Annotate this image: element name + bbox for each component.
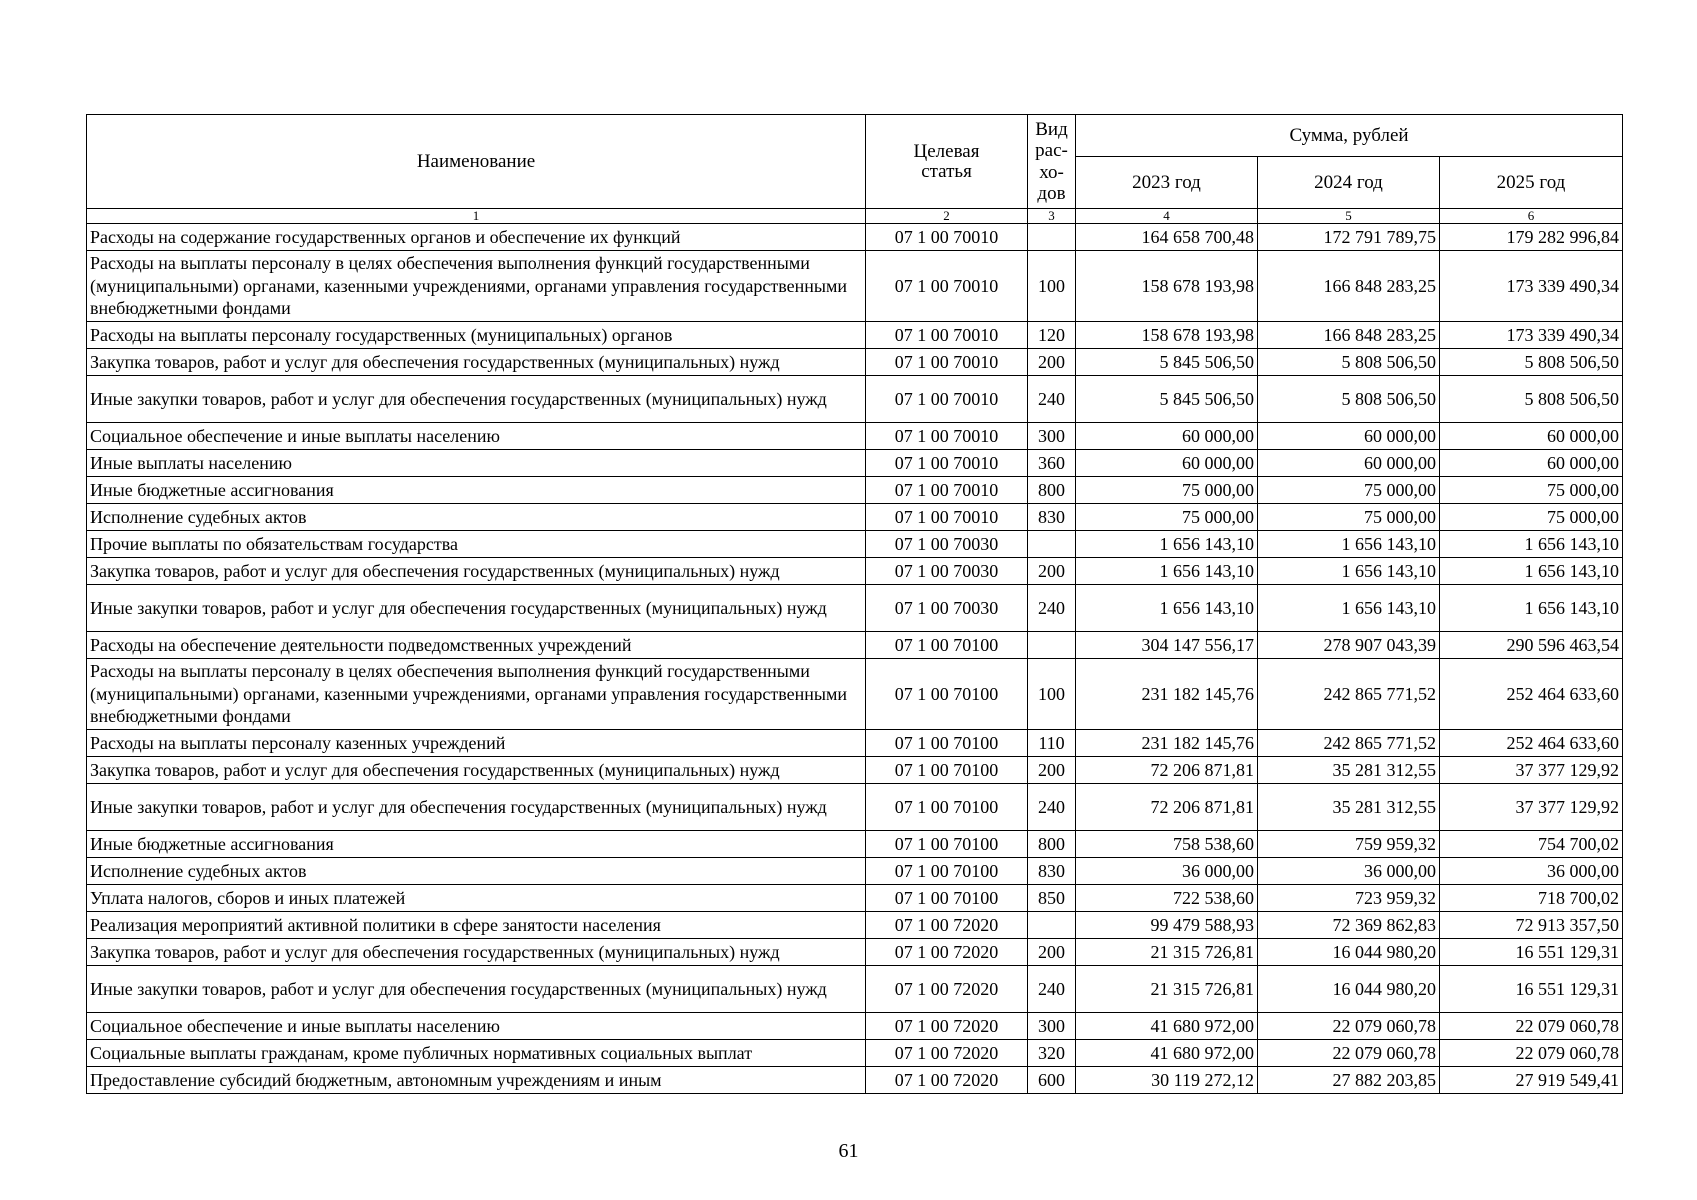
header-name: Наименование [87, 115, 866, 209]
row-target-code: 07 1 00 70100 [866, 885, 1028, 912]
row-expense-type: 830 [1028, 504, 1076, 531]
row-amount-2025: 16 551 129,31 [1440, 966, 1623, 1013]
row-name: Расходы на выплаты персоналу в целях обеспечения выполнения функций государственными (муниципальными) органами, казенными учреждениями, органами управления государственными внебюджетными фондами [87, 251, 866, 322]
column-number: 6 [1440, 209, 1623, 224]
column-number: 1 [87, 209, 866, 224]
header-vid-line: Вид [1035, 118, 1068, 140]
row-amount-2024: 1 656 143,10 [1258, 585, 1440, 632]
budget-sheet [86, 114, 1622, 1094]
row-amount-2024: 35 281 312,55 [1258, 757, 1440, 784]
row-amount-2025: 75 000,00 [1440, 477, 1623, 504]
row-amount-2023: 72 206 871,81 [1076, 757, 1258, 784]
row-target-code: 07 1 00 72020 [866, 939, 1028, 966]
row-amount-2025: 5 808 506,50 [1440, 349, 1623, 376]
row-expense-type: 300 [1028, 423, 1076, 450]
header-vid-line: хо- [1039, 161, 1064, 183]
row-amount-2024: 278 907 043,39 [1258, 632, 1440, 659]
header-vid-line: дов [1037, 183, 1066, 204]
row-amount-2024: 60 000,00 [1258, 450, 1440, 477]
row-name: Расходы на выплаты персоналу казенных учреждений [87, 730, 866, 757]
row-expense-type: 240 [1028, 376, 1076, 423]
row-amount-2023: 41 680 972,00 [1076, 1040, 1258, 1067]
table-row [87, 757, 1623, 784]
row-amount-2024: 1 656 143,10 [1258, 531, 1440, 558]
column-number: 5 [1258, 209, 1440, 224]
row-target-code: 07 1 00 72020 [866, 966, 1028, 1013]
table-row [87, 224, 1623, 251]
row-amount-2025: 37 377 129,92 [1440, 757, 1623, 784]
row-target-code: 07 1 00 70100 [866, 632, 1028, 659]
row-amount-2023: 158 678 193,98 [1076, 322, 1258, 349]
row-expense-type: 800 [1028, 477, 1076, 504]
row-expense-type: 850 [1028, 885, 1076, 912]
row-name: Иные выплаты населению [87, 450, 866, 477]
column-number: 3 [1028, 209, 1076, 224]
row-amount-2024: 75 000,00 [1258, 477, 1440, 504]
row-target-code: 07 1 00 70100 [866, 730, 1028, 757]
row-expense-type: 300 [1028, 1013, 1076, 1040]
header-year-2025: 2025 год [1440, 157, 1623, 209]
row-expense-type: 800 [1028, 831, 1076, 858]
row-amount-2024: 5 808 506,50 [1258, 349, 1440, 376]
row-target-code: 07 1 00 70010 [866, 349, 1028, 376]
row-amount-2023: 99 479 588,93 [1076, 912, 1258, 939]
header-vid-line: рас- [1035, 140, 1068, 161]
row-amount-2024: 166 848 283,25 [1258, 322, 1440, 349]
header-vid [1028, 115, 1076, 209]
row-expense-type: 100 [1028, 659, 1076, 730]
row-amount-2025: 60 000,00 [1440, 450, 1623, 477]
row-expense-type: 240 [1028, 784, 1076, 831]
row-name: Исполнение судебных актов [87, 504, 866, 531]
row-name: Иные бюджетные ассигнования [87, 831, 866, 858]
row-amount-2023: 5 845 506,50 [1076, 349, 1258, 376]
row-expense-type: 200 [1028, 558, 1076, 585]
row-target-code: 07 1 00 70010 [866, 376, 1028, 423]
row-amount-2023: 21 315 726,81 [1076, 939, 1258, 966]
table-row [87, 251, 1623, 322]
row-target-code: 07 1 00 70100 [866, 831, 1028, 858]
row-name: Иные бюджетные ассигнования [87, 477, 866, 504]
table-row [87, 504, 1623, 531]
row-expense-type [1028, 632, 1076, 659]
row-amount-2023: 758 538,60 [1076, 831, 1258, 858]
row-target-code: 07 1 00 72020 [866, 1013, 1028, 1040]
table-row [87, 784, 1623, 831]
row-target-code: 07 1 00 70010 [866, 504, 1028, 531]
row-name: Расходы на выплаты персоналу государственных (муниципальных) органов [87, 322, 866, 349]
header-target: Целевая статья [866, 115, 1028, 209]
row-target-code: 07 1 00 70100 [866, 858, 1028, 885]
row-amount-2025: 290 596 463,54 [1440, 632, 1623, 659]
header-sum: Сумма, рублей [1076, 115, 1623, 157]
row-amount-2025: 22 079 060,78 [1440, 1013, 1623, 1040]
table-row [87, 423, 1623, 450]
row-name: Предоставление субсидий бюджетным, автономным учреждениям и иным [87, 1067, 866, 1094]
row-amount-2025: 173 339 490,34 [1440, 251, 1623, 322]
row-amount-2024: 166 848 283,25 [1258, 251, 1440, 322]
row-amount-2024: 16 044 980,20 [1258, 939, 1440, 966]
row-amount-2025: 16 551 129,31 [1440, 939, 1623, 966]
table-row [87, 531, 1623, 558]
row-name: Закупка товаров, работ и услуг для обеспечения государственных (муниципальных) нужд [87, 349, 866, 376]
row-amount-2023: 304 147 556,17 [1076, 632, 1258, 659]
row-expense-type [1028, 224, 1076, 251]
row-amount-2024: 36 000,00 [1258, 858, 1440, 885]
table-row [87, 632, 1623, 659]
column-number: 2 [866, 209, 1028, 224]
row-name: Прочие выплаты по обязательствам государства [87, 531, 866, 558]
row-amount-2025: 22 079 060,78 [1440, 1040, 1623, 1067]
row-name: Исполнение судебных актов [87, 858, 866, 885]
row-amount-2023: 60 000,00 [1076, 450, 1258, 477]
row-amount-2025: 5 808 506,50 [1440, 376, 1623, 423]
row-target-code: 07 1 00 70010 [866, 477, 1028, 504]
row-expense-type: 110 [1028, 730, 1076, 757]
row-amount-2024: 5 808 506,50 [1258, 376, 1440, 423]
row-expense-type: 240 [1028, 966, 1076, 1013]
table-row [87, 659, 1623, 730]
row-target-code: 07 1 00 70100 [866, 757, 1028, 784]
table-row [87, 1067, 1623, 1094]
row-amount-2025: 179 282 996,84 [1440, 224, 1623, 251]
row-expense-type [1028, 531, 1076, 558]
row-amount-2023: 36 000,00 [1076, 858, 1258, 885]
row-amount-2023: 1 656 143,10 [1076, 585, 1258, 632]
row-amount-2023: 1 656 143,10 [1076, 558, 1258, 585]
row-amount-2024: 22 079 060,78 [1258, 1040, 1440, 1067]
table-row [87, 912, 1623, 939]
row-target-code: 07 1 00 72020 [866, 1040, 1028, 1067]
row-amount-2024: 1 656 143,10 [1258, 558, 1440, 585]
row-amount-2024: 27 882 203,85 [1258, 1067, 1440, 1094]
row-amount-2023: 30 119 272,12 [1076, 1067, 1258, 1094]
row-amount-2023: 5 845 506,50 [1076, 376, 1258, 423]
table-row [87, 966, 1623, 1013]
row-expense-type: 320 [1028, 1040, 1076, 1067]
row-expense-type: 200 [1028, 757, 1076, 784]
row-expense-type: 100 [1028, 251, 1076, 322]
row-target-code: 07 1 00 70010 [866, 423, 1028, 450]
row-amount-2024: 242 865 771,52 [1258, 659, 1440, 730]
row-expense-type: 120 [1028, 322, 1076, 349]
row-amount-2025: 60 000,00 [1440, 423, 1623, 450]
table-row [87, 1013, 1623, 1040]
row-amount-2025: 754 700,02 [1440, 831, 1623, 858]
budget-table [86, 114, 1623, 1094]
row-amount-2025: 36 000,00 [1440, 858, 1623, 885]
row-amount-2023: 60 000,00 [1076, 423, 1258, 450]
row-name: Расходы на выплаты персоналу в целях обеспечения выполнения функций государственными (муниципальными) органами, казенными учреждениями, органами управления государственными внебюджетными фондами [87, 659, 866, 730]
page-number: 61 [838, 1140, 859, 1162]
table-row [87, 450, 1623, 477]
row-amount-2025: 173 339 490,34 [1440, 322, 1623, 349]
table-row [87, 1040, 1623, 1067]
row-target-code: 07 1 00 70030 [866, 585, 1028, 632]
row-name: Иные закупки товаров, работ и услуг для обеспечения государственных (муниципальных) нужд [87, 585, 866, 632]
row-name: Закупка товаров, работ и услуг для обеспечения государственных (муниципальных) нужд [87, 939, 866, 966]
row-amount-2024: 60 000,00 [1258, 423, 1440, 450]
table-row [87, 939, 1623, 966]
row-name: Иные закупки товаров, работ и услуг для обеспечения государственных (муниципальных) нужд [87, 966, 866, 1013]
row-name: Уплата налогов, сборов и иных платежей [87, 885, 866, 912]
row-amount-2025: 252 464 633,60 [1440, 659, 1623, 730]
row-target-code: 07 1 00 72020 [866, 912, 1028, 939]
row-amount-2023: 231 182 145,76 [1076, 659, 1258, 730]
row-amount-2025: 718 700,02 [1440, 885, 1623, 912]
table-row [87, 730, 1623, 757]
row-amount-2024: 75 000,00 [1258, 504, 1440, 531]
row-amount-2024: 172 791 789,75 [1258, 224, 1440, 251]
header-year-2024: 2024 год [1258, 157, 1440, 209]
row-amount-2024: 759 959,32 [1258, 831, 1440, 858]
row-expense-type: 830 [1028, 858, 1076, 885]
row-amount-2025: 72 913 357,50 [1440, 912, 1623, 939]
table-row [87, 585, 1623, 632]
row-name: Расходы на обеспечение деятельности подведомственных учреждений [87, 632, 866, 659]
row-expense-type: 200 [1028, 939, 1076, 966]
row-name: Реализация мероприятий активной политики в сфере занятости населения [87, 912, 866, 939]
row-expense-type: 360 [1028, 450, 1076, 477]
row-name: Социальное обеспечение и иные выплаты населению [87, 1013, 866, 1040]
row-name: Иные закупки товаров, работ и услуг для обеспечения государственных (муниципальных) нужд [87, 784, 866, 831]
row-target-code: 07 1 00 70010 [866, 224, 1028, 251]
row-amount-2023: 164 658 700,48 [1076, 224, 1258, 251]
table-row [87, 885, 1623, 912]
table-row [87, 322, 1623, 349]
row-amount-2025: 1 656 143,10 [1440, 531, 1623, 558]
row-expense-type: 240 [1028, 585, 1076, 632]
row-amount-2024: 242 865 771,52 [1258, 730, 1440, 757]
row-expense-type [1028, 912, 1076, 939]
column-number: 4 [1076, 209, 1258, 224]
row-name: Социальное обеспечение и иные выплаты населению [87, 423, 866, 450]
row-amount-2024: 35 281 312,55 [1258, 784, 1440, 831]
row-amount-2023: 1 656 143,10 [1076, 531, 1258, 558]
row-name: Закупка товаров, работ и услуг для обеспечения государственных (муниципальных) нужд [87, 757, 866, 784]
row-amount-2023: 72 206 871,81 [1076, 784, 1258, 831]
row-amount-2025: 1 656 143,10 [1440, 585, 1623, 632]
row-name: Закупка товаров, работ и услуг для обеспечения государственных (муниципальных) нужд [87, 558, 866, 585]
table-row [87, 831, 1623, 858]
row-name: Расходы на содержание государственных органов и обеспечение их функций [87, 224, 866, 251]
row-amount-2025: 37 377 129,92 [1440, 784, 1623, 831]
row-target-code: 07 1 00 70010 [866, 251, 1028, 322]
row-target-code: 07 1 00 72020 [866, 1067, 1028, 1094]
row-amount-2023: 75 000,00 [1076, 504, 1258, 531]
table-row [87, 858, 1623, 885]
row-amount-2025: 75 000,00 [1440, 504, 1623, 531]
table-row [87, 376, 1623, 423]
row-name: Социальные выплаты гражданам, кроме публичных нормативных социальных выплат [87, 1040, 866, 1067]
row-amount-2024: 16 044 980,20 [1258, 966, 1440, 1013]
table-row [87, 558, 1623, 585]
row-target-code: 07 1 00 70100 [866, 659, 1028, 730]
row-amount-2025: 27 919 549,41 [1440, 1067, 1623, 1094]
row-name: Иные закупки товаров, работ и услуг для обеспечения государственных (муниципальных) нужд [87, 376, 866, 423]
row-target-code: 07 1 00 70010 [866, 450, 1028, 477]
row-amount-2023: 231 182 145,76 [1076, 730, 1258, 757]
row-target-code: 07 1 00 70030 [866, 531, 1028, 558]
row-amount-2024: 723 959,32 [1258, 885, 1440, 912]
row-target-code: 07 1 00 70030 [866, 558, 1028, 585]
row-amount-2023: 722 538,60 [1076, 885, 1258, 912]
table-body [87, 224, 1623, 1094]
table-row [87, 349, 1623, 376]
row-amount-2025: 252 464 633,60 [1440, 730, 1623, 757]
row-amount-2023: 41 680 972,00 [1076, 1013, 1258, 1040]
row-amount-2025: 1 656 143,10 [1440, 558, 1623, 585]
row-expense-type: 600 [1028, 1067, 1076, 1094]
row-amount-2024: 72 369 862,83 [1258, 912, 1440, 939]
row-expense-type: 200 [1028, 349, 1076, 376]
row-amount-2023: 75 000,00 [1076, 477, 1258, 504]
table-row [87, 477, 1623, 504]
header-year-2023: 2023 год [1076, 157, 1258, 209]
row-amount-2023: 158 678 193,98 [1076, 251, 1258, 322]
row-target-code: 07 1 00 70100 [866, 784, 1028, 831]
row-amount-2024: 22 079 060,78 [1258, 1013, 1440, 1040]
row-amount-2023: 21 315 726,81 [1076, 966, 1258, 1013]
row-target-code: 07 1 00 70010 [866, 322, 1028, 349]
